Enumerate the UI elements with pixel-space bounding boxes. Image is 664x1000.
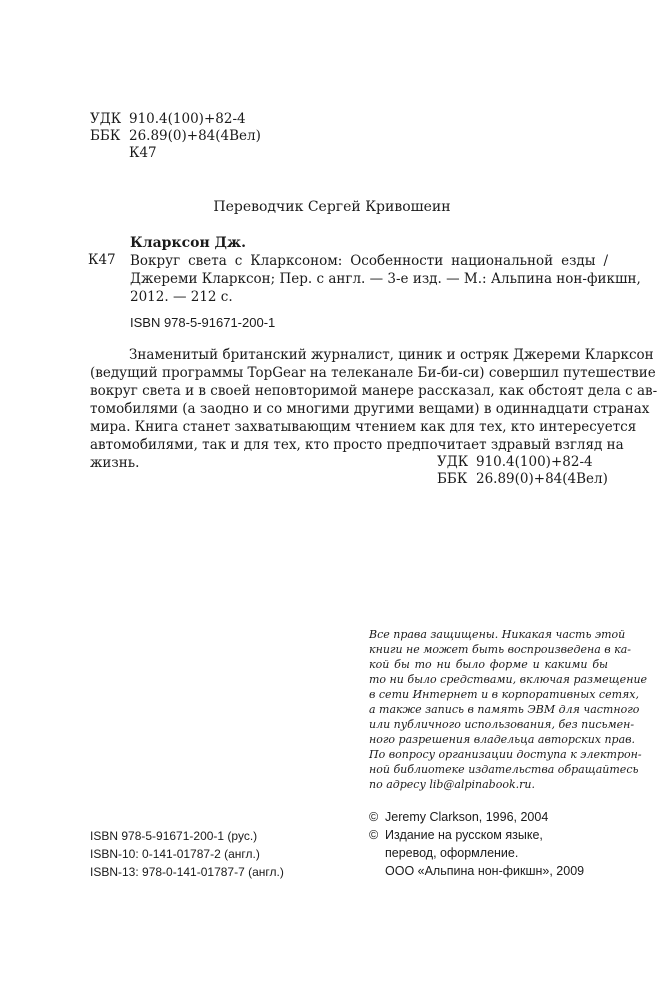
annotation-line: вокруг света и в своей неповторимой манере рассказал, как обстоят дела с ав- bbox=[90, 383, 658, 399]
annotation-line: томобилями (а заодно и со многими другими вещами) в одиннадцати странах bbox=[90, 401, 650, 417]
udk-label: УДК bbox=[437, 454, 469, 470]
isbn-10: ISBN-10: 0-141-01787-2 (англ.) bbox=[90, 847, 260, 861]
annotation-line: мира. Книга станет захватывающим чтением как для тех, кто интересуется bbox=[90, 419, 637, 435]
copyright-russian-cont: перевод, оформление. bbox=[385, 846, 519, 860]
rights-line: Все права защищены. Никакая часть этой bbox=[369, 628, 626, 641]
author-mark-side: К47 bbox=[88, 252, 116, 268]
copyright-publisher: ООО «Альпина нон-фикшн», 2009 bbox=[385, 864, 585, 878]
author-mark-row bbox=[90, 145, 261, 162]
rights-line: в сети Интернет и в корпоративных сетях, bbox=[369, 688, 640, 701]
title-block bbox=[130, 252, 641, 306]
copyright-russian-text: Издание на русском языке, bbox=[385, 828, 543, 842]
rights-line: кой бы то ни было форме и какими бы bbox=[369, 658, 608, 671]
bbk-row bbox=[90, 128, 261, 145]
rights-line: По вопросу организации доступа к электрон- bbox=[369, 748, 642, 761]
rights-line: а также запись в память ЭВМ для частного bbox=[369, 703, 640, 716]
rights-line: по адресу lib@alpinabook.ru. bbox=[369, 778, 535, 791]
isbn-list bbox=[90, 827, 284, 881]
copyright-russian bbox=[369, 826, 584, 844]
rights-notice bbox=[369, 627, 648, 792]
author-heading: Кларксон Дж. bbox=[130, 235, 247, 251]
copyright-icon: © bbox=[369, 810, 379, 824]
title-line: Вокруг света с Кларксоном: Особенности национальной езды / bbox=[130, 253, 608, 269]
copyright-block bbox=[369, 808, 584, 880]
rights-line: то ни было средствами, включая размещение bbox=[369, 673, 648, 686]
annotation-line: Знаменитый британский журналист, циник и остряк Джереми Кларксон bbox=[129, 347, 654, 363]
udk-row bbox=[437, 454, 608, 471]
title-line: 2012. — 212 с. bbox=[130, 289, 233, 305]
bbk-row bbox=[437, 471, 608, 488]
bbk-value: 26.89(0)+84(4Вел) bbox=[129, 128, 261, 144]
copyright-original bbox=[369, 808, 584, 826]
author-mark-value: К47 bbox=[129, 145, 157, 161]
isbn-main: ISBN 978-5-91671-200-1 bbox=[130, 315, 276, 330]
rights-line: ной библиотеке издательства обращайтесь bbox=[369, 763, 639, 776]
translator-line: Переводчик Сергей Кривошеин bbox=[213, 199, 451, 215]
isbn-13: ISBN-13: 978-0-141-01787-7 (англ.) bbox=[90, 865, 284, 879]
classification-bottom bbox=[437, 454, 608, 488]
copyright-icon: © bbox=[369, 828, 379, 842]
udk-value: 910.4(100)+82-4 bbox=[129, 111, 246, 127]
title-line: Джереми Кларксон; Пер. с англ. — 3-е изд. — М.: Альпина нон-фикшн, bbox=[130, 271, 641, 287]
bbk-label: ББК bbox=[90, 128, 121, 144]
udk-row bbox=[90, 111, 261, 128]
bbk-label: ББК bbox=[437, 471, 468, 487]
classification-top bbox=[90, 111, 261, 162]
udk-label: УДК bbox=[90, 111, 122, 127]
annotation-line: (ведущий программы TopGear на телеканале Би-би-си) совершил путешествие bbox=[90, 365, 656, 381]
copyright-original-text: Jeremy Clarkson, 1996, 2004 bbox=[385, 810, 549, 824]
annotation-line: автомобилями, так и для тех, кто просто предпочитает здравый взгляд на bbox=[90, 437, 624, 453]
isbn-russian: ISBN 978-5-91671-200-1 (рус.) bbox=[90, 829, 258, 843]
annotation-line: жизнь. bbox=[90, 455, 140, 471]
rights-line: книги не может быть воспроизведена в ка- bbox=[369, 643, 632, 656]
bbk-value: 26.89(0)+84(4Вел) bbox=[476, 471, 608, 487]
udk-value: 910.4(100)+82-4 bbox=[476, 454, 593, 470]
rights-line: ного разрешения владельца авторских прав. bbox=[369, 733, 636, 746]
rights-line: или публичного использования, без письмен- bbox=[369, 718, 635, 731]
